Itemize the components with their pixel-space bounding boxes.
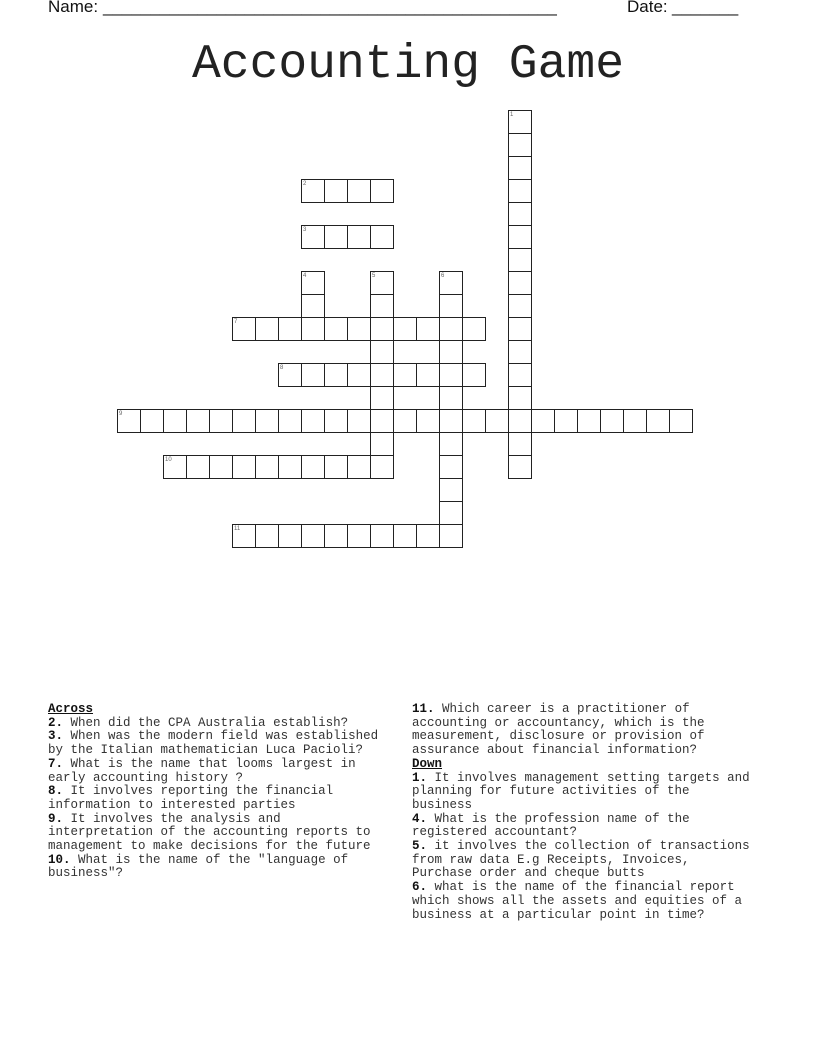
crossword-cell[interactable] [370,409,394,433]
crossword-cell[interactable] [370,317,394,341]
crossword-cell[interactable] [439,294,463,318]
crossword-cell[interactable] [531,409,555,433]
crossword-cell[interactable] [347,409,371,433]
date-line[interactable]: _______ [672,0,739,16]
clues-left-column [48,703,393,881]
crossword-cell[interactable] [439,478,463,502]
clue-number: 8 [280,365,284,371]
crossword-cell[interactable] [393,524,417,548]
crossword-cell[interactable] [439,386,463,410]
clue-number: 9 [119,411,123,417]
name-line[interactable]: ________________________________________________ [103,0,557,16]
crossword-cell[interactable] [278,363,302,387]
page-title: Accounting Game [191,38,625,92]
crossword-cell[interactable] [416,317,440,341]
crossword-cell[interactable] [370,363,394,387]
crossword-cell[interactable] [416,363,440,387]
clue-number: 4 [303,273,307,279]
crossword-cell[interactable] [209,409,233,433]
crossword-cell[interactable] [508,340,532,364]
clue-down-4: 4. What is the profession name of the registered accountant? [412,811,690,840]
crossword-cell[interactable] [278,409,302,433]
crossword-cell[interactable] [370,386,394,410]
crossword-cell[interactable] [462,317,486,341]
crossword-cell[interactable] [301,409,325,433]
crossword-cell[interactable] [439,340,463,364]
crossword-cell[interactable] [508,271,532,295]
crossword-cell[interactable] [508,386,532,410]
crossword-cell[interactable] [508,202,532,226]
crossword-cell[interactable] [508,156,532,180]
crossword-cell[interactable] [508,409,532,433]
name-label: Name: [48,0,99,16]
clue-across-11: 11. Which career is a practitioner of accounting or accountancy, which is the measurement, disclosure or provision of assurance about financial information? [412,702,705,758]
crossword-cell[interactable] [439,363,463,387]
clue-down-5: 5. it involves the collection of transactions from raw data E.g Receipts, Invoices, Purchase order and cheque butts [412,839,750,881]
crossword-cell[interactable] [508,317,532,341]
clue-number: 10 [165,457,172,463]
crossword-cell[interactable] [186,409,210,433]
crossword-cell[interactable] [462,409,486,433]
crossword-cell[interactable] [232,455,256,479]
clue-number: 5 [372,273,376,279]
crossword-cell[interactable] [324,317,348,341]
crossword-cell[interactable] [255,524,279,548]
clue-across-7: 7. What is the name that looms largest in early accounting history ? [48,756,356,785]
crossword-cell[interactable] [439,317,463,341]
crossword-cell[interactable] [301,271,325,295]
clue-number: 7 [234,319,238,325]
crossword-cell[interactable] [301,363,325,387]
crossword-cell[interactable] [646,409,670,433]
crossword-cell[interactable] [370,524,394,548]
crossword-cell[interactable] [347,317,371,341]
crossword-cell[interactable] [508,363,532,387]
crossword-cell[interactable] [370,225,394,249]
crossword-cell[interactable] [301,455,325,479]
crossword-cell[interactable] [324,409,348,433]
crossword-cell[interactable] [393,409,417,433]
crossword-cell[interactable] [347,179,371,203]
crossword-cell[interactable] [370,455,394,479]
crossword-cell[interactable] [301,179,325,203]
crossword-cell[interactable] [370,294,394,318]
crossword-cell[interactable] [347,455,371,479]
crossword-cell[interactable] [439,455,463,479]
crossword-cell[interactable] [370,432,394,456]
crossword-cell[interactable] [301,317,325,341]
crossword-cell[interactable] [554,409,578,433]
crossword-cell[interactable] [439,501,463,525]
crossword-cell[interactable] [301,225,325,249]
crossword-cell[interactable] [301,524,325,548]
crossword-cell[interactable] [278,524,302,548]
crossword-cell[interactable] [439,409,463,433]
down-heading: Down [412,756,443,771]
clue-across-10: 10. What is the name of the "language of business"? [48,852,349,881]
crossword-cell[interactable] [278,455,302,479]
date-label: Date: [627,0,668,16]
clue-number: 2 [303,181,307,187]
crossword-cell[interactable] [508,432,532,456]
crossword-cell[interactable] [163,455,187,479]
crossword-cell[interactable] [393,363,417,387]
clue-number: 6 [441,273,445,279]
crossword-cell[interactable] [439,432,463,456]
crossword-cell[interactable] [324,363,348,387]
clues-right-column [412,703,757,922]
crossword-cell[interactable] [232,524,256,548]
clue-across-9: 9. It involves the analysis and interpretation of the accounting reports to management to make decisions for the future [48,811,371,854]
clue-down-1: 1. It involves management setting targets and planning for future activities of the business [412,770,750,812]
crossword-cell[interactable] [163,409,187,433]
crossword-cell[interactable] [577,409,601,433]
crossword-cell[interactable] [508,110,532,134]
crossword-cell[interactable] [232,317,256,341]
crossword-cell[interactable] [416,409,440,433]
crossword-cell[interactable] [508,225,532,249]
crossword-cell[interactable] [508,133,532,157]
clue-across-3: 3. When was the modern field was established by the Italian mathematician Luca Pacioli? [48,729,379,758]
crossword-cell[interactable] [623,409,647,433]
crossword-cell[interactable] [324,225,348,249]
crossword-cell[interactable] [393,317,417,341]
crossword-cell[interactable] [255,317,279,341]
crossword-cell[interactable] [370,340,394,364]
crossword-cell[interactable] [117,409,141,433]
crossword-cell[interactable] [186,455,210,479]
crossword-cell[interactable] [324,524,348,548]
crossword-cell[interactable] [508,179,532,203]
crossword-cell[interactable] [347,524,371,548]
clue-number: 11 [234,526,241,532]
crossword-cell[interactable] [485,409,509,433]
crossword-cell[interactable] [669,409,693,433]
crossword-cell[interactable] [255,455,279,479]
across-heading: Across [48,702,94,716]
crossword-cell[interactable] [370,179,394,203]
crossword-cell[interactable] [439,524,463,548]
crossword-cell[interactable] [209,455,233,479]
crossword-cell[interactable] [301,294,325,318]
crossword-cell[interactable] [324,179,348,203]
crossword-cell[interactable] [140,409,164,433]
crossword-cell[interactable] [416,524,440,548]
clue-across-2: 2. When did the CPA Australia establish? [48,715,349,730]
crossword-cell[interactable] [462,363,486,387]
crossword-cell[interactable] [255,409,279,433]
crossword-cell[interactable] [600,409,624,433]
crossword-cell[interactable] [508,455,532,479]
clue-number: 3 [303,227,307,233]
crossword-cell[interactable] [370,271,394,295]
crossword-cell[interactable] [324,455,348,479]
crossword-cell[interactable] [508,294,532,318]
crossword-cell[interactable] [347,363,371,387]
crossword-cell[interactable] [508,248,532,272]
clue-down-6: 6. what is the name of the financial report which shows all the assets and equities of a business at a particular point in time? [412,880,743,922]
clue-number: 1 [510,112,514,118]
crossword-cell[interactable] [278,317,302,341]
crossword-cell[interactable] [439,271,463,295]
crossword-cell[interactable] [232,409,256,433]
crossword-cell[interactable] [347,225,371,249]
clue-across-8: 8. It involves reporting the financial information to interested parties [48,784,334,812]
